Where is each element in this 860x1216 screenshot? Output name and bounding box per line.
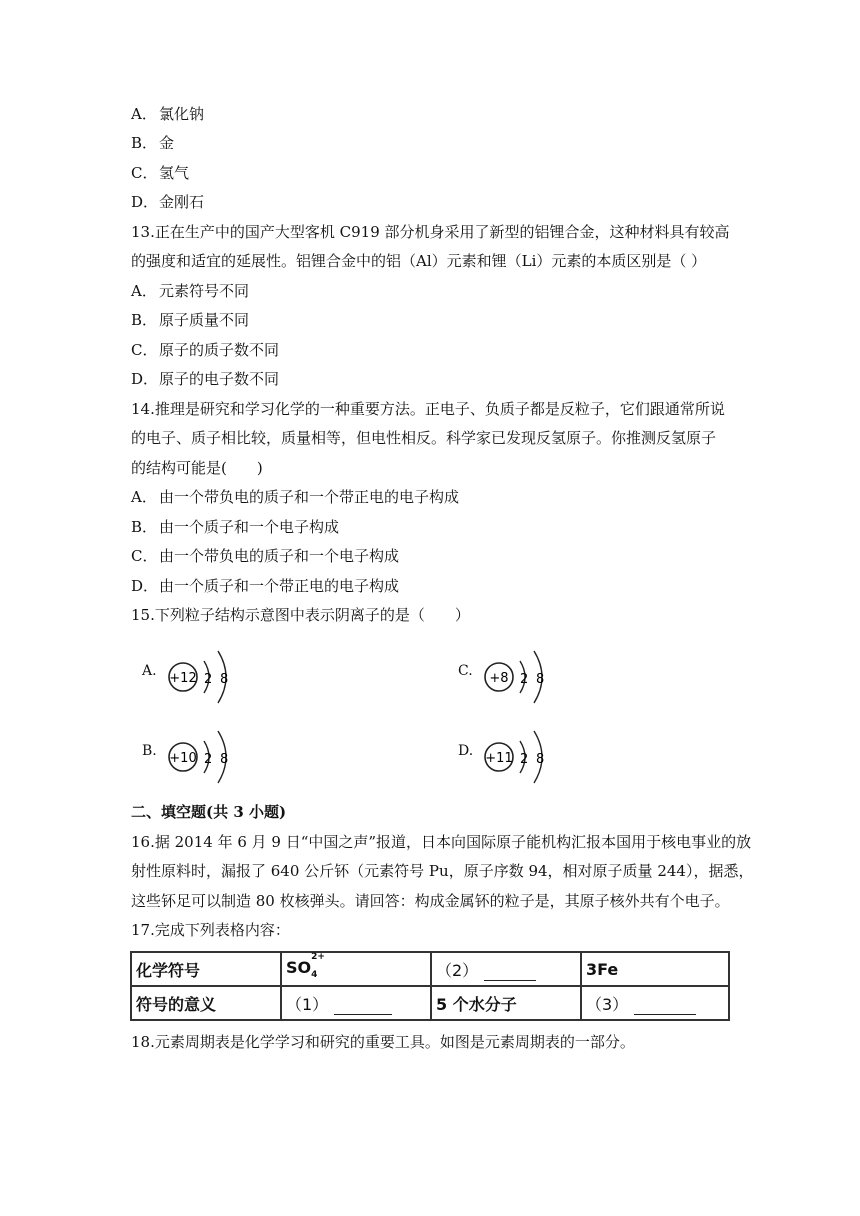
q15-stem: 15.下列粒子结构示意图中表示阴离子的是（ ） — [131, 606, 470, 624]
svg-text:2: 2 — [520, 752, 529, 767]
q12-option-d: D．金刚石 — [131, 193, 205, 211]
nucleus-charge: +12 — [169, 671, 197, 686]
table-cell: （3） — [581, 986, 729, 1020]
table-cell: 化学符号 — [131, 952, 281, 986]
table-cell: 3Fe — [581, 952, 729, 986]
q14-stem-line2: 的电子、质子相比较，质量相等，但电性相反。科学家已发现反氢原子。你推测反氢原子 — [131, 429, 717, 447]
q14-option-a: A． 由一个带负电的质子和一个带正电的电子构成 — [131, 488, 460, 506]
q16-line1: 16.据 2014 年 6 月 9 日“中国之声”报道，日本向国际原子能机构汇报本国用于核电事业的放 — [131, 833, 752, 851]
svg-text:2: 2 — [520, 672, 529, 687]
svg-text:8: 8 — [536, 752, 545, 767]
q13-option-a: A． 元素符号不同 — [131, 282, 250, 300]
table-cell: （2） — [431, 952, 581, 986]
table-cell: $SO_4$ 2+ — [281, 952, 431, 986]
q14-option-d: D．由一个质子和一个带正电的电子构成 — [131, 577, 400, 595]
atom-structure-icon — [480, 643, 570, 709]
q13-option-d: D．原子的电子数不同 — [131, 370, 280, 388]
q13-stem-line2: 的强度和适宜的延展性。铝锂合金中的铝（Al）元素和锂（Li）元素的本质区别是（ ） — [131, 252, 707, 270]
q16-line3: 这些钚足可以制造 80 枚核弹头。请回答：构成金属钚的粒子是，其原子核外共有个电子。 — [131, 892, 730, 910]
atom-structure-icon — [164, 723, 254, 789]
q14-option-c: C． 由一个带负电的质子和一个电子构成 — [131, 547, 400, 565]
atom-diagram-a — [142, 643, 252, 709]
svg-text:8: 8 — [220, 672, 229, 687]
atom-diagram-b — [142, 723, 252, 789]
q13-stem-line1: 13.正在生产中的国产大型客机 C919 部分机身采用了新型的铝锂合金，这种材料具有较高 — [131, 223, 730, 241]
table-cell: 符号的意义 — [131, 986, 281, 1020]
diagram-label: D. — [458, 743, 474, 759]
table-row — [131, 986, 729, 1020]
svg-text:+8: +8 — [489, 671, 509, 686]
table-cell: （1） — [281, 986, 431, 1020]
q14-stem-line1: 14.推理是研究和学习化学的一种重要方法。正电子、负质子都是反粒子，它们跟通常所说 — [131, 400, 725, 418]
section-heading: 二、填空题(共 3 小题) — [131, 803, 287, 821]
svg-text:8: 8 — [220, 752, 229, 767]
svg-text:2: 2 — [204, 672, 213, 687]
svg-text:+10: +10 — [169, 751, 197, 766]
atom-structure-icon — [164, 643, 254, 709]
diagram-label: B. — [142, 743, 157, 759]
q12-option-b: B． 金 — [131, 134, 175, 152]
atom-structure-icon — [480, 723, 570, 789]
atom-diagram-d — [458, 723, 568, 789]
q13-option-c: C． 原子的质子数不同 — [131, 341, 280, 359]
q16-line2: 射性原料时，漏报了 640 公斤钚（元素符号 Pu，原子序数 94，相对原子质量 244），据悉， — [131, 862, 754, 880]
svg-text:+11: +11 — [485, 751, 513, 766]
diagram-label: C. — [458, 663, 473, 679]
q12-option-a: A． 氯化钠 — [131, 105, 205, 123]
q17-table — [130, 951, 730, 1021]
table-cell: 5 个水分子 — [431, 986, 581, 1020]
atom-diagram-c — [458, 643, 568, 709]
q17-stem: 17.完成下列表格内容： — [131, 921, 290, 939]
svg-text:2: 2 — [204, 752, 213, 767]
svg-text:8: 8 — [536, 672, 545, 687]
q14-option-b: B． 由一个质子和一个电子构成 — [131, 518, 340, 536]
q18-stem: 18.元素周期表是化学学习和研究的重要工具。如图是元素周期表的一部分。 — [131, 1033, 635, 1051]
diagram-label: A. — [142, 663, 157, 679]
table-row — [131, 952, 729, 986]
q14-stem-line3: 的结构可能是( ) — [131, 459, 263, 477]
q12-option-c: C． 氢气 — [131, 164, 190, 182]
q13-option-b: B． 原子质量不同 — [131, 311, 250, 329]
